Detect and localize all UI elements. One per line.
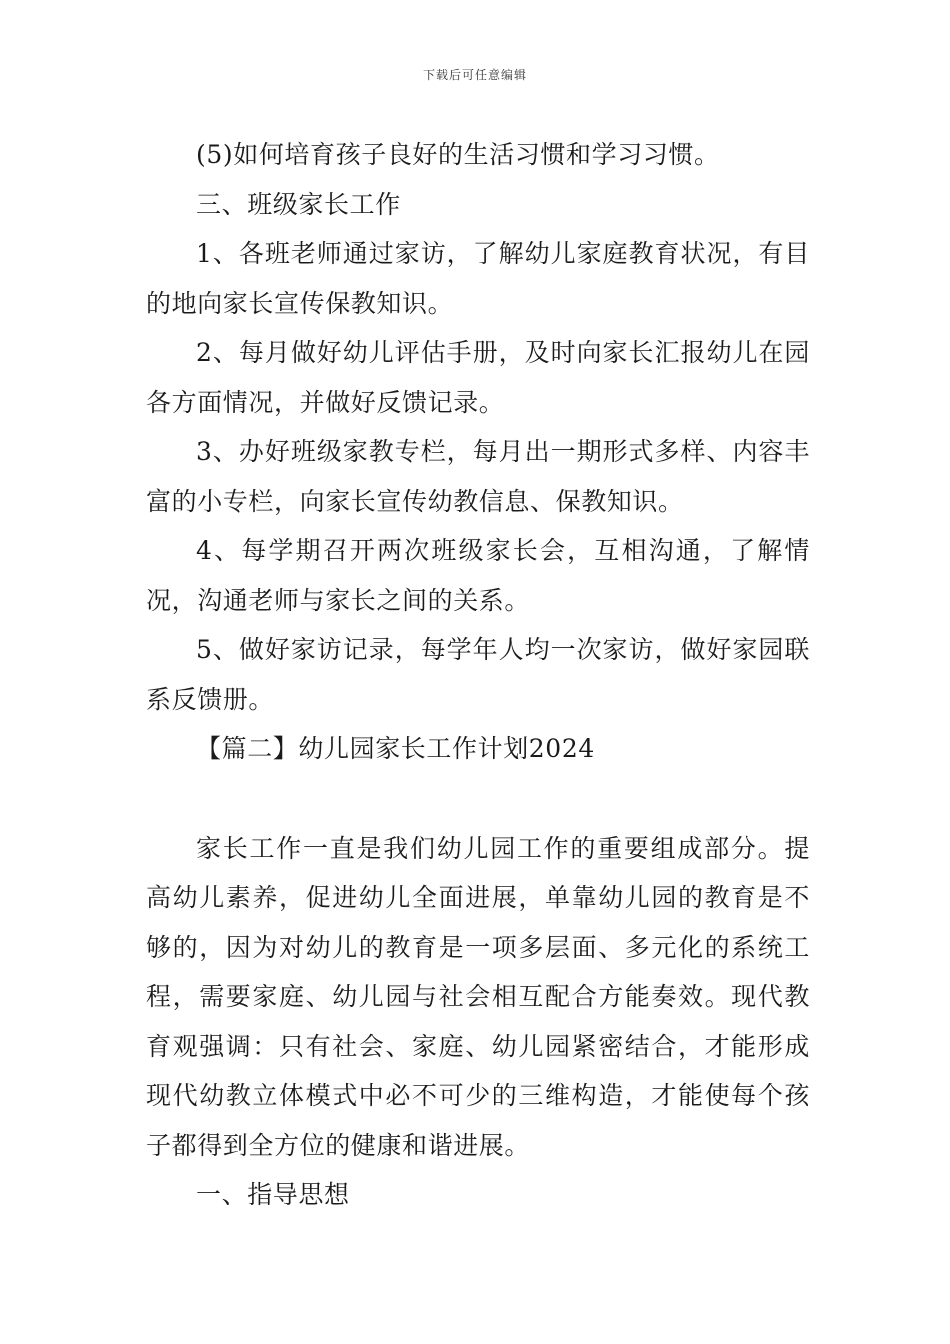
document-body (146, 130, 810, 1220)
spacer (146, 774, 810, 824)
section-heading-guiding-idea: 一、指导思想 (196, 1180, 350, 1209)
page-header-note: 下载后可任意编辑 (422, 68, 527, 82)
list-item-5: (5)如何培育孩子良好的生活习惯和学习习惯。 (196, 140, 720, 169)
section-heading-class-parent-work: 三、班级家长工作 (196, 189, 401, 219)
paragraph-item-3: 3、办好班级家教专栏，每月出一期形式多样、内容丰富的小专栏，向家长宣传幼教信息、保教知识。 (146, 437, 810, 516)
paragraph-item-2: 2、每月做好幼儿评估手册，及时向家长汇报幼儿在园各方面情况，并做好反馈记录。 (146, 338, 810, 417)
article-title: 【篇二】幼儿园家长工作计划2024 (196, 734, 595, 763)
intro-paragraph: 家长工作一直是我们幼儿园工作的重要组成部分。提高幼儿素养，促进幼儿全面进展，单靠幼儿园的教育是不够的，因为对幼儿的教育是一项多层面、多元化的系统工程，需要家庭、幼儿园与社会相互配合方能奏效。现代教育观强调：只有社会、家庭、幼儿园紧密结合，才能形成现代幼教立体模式中必不可少的三维构造，才能使每个孩子都得到全方位的健康和谐进展。 (146, 833, 810, 1160)
paragraph-item-4: 4、每学期召开两次班级家长会，互相沟通，了解情况，沟通老师与家长之间的关系。 (146, 536, 810, 615)
paragraph-item-5: 5、做好家访记录，每学年人均一次家访，做好家园联系反馈册。 (146, 635, 810, 714)
paragraph-item-1: 1、各班老师通过家访，了解幼儿家庭教育状况，有目的地向家长宣传保教知识。 (146, 239, 810, 318)
